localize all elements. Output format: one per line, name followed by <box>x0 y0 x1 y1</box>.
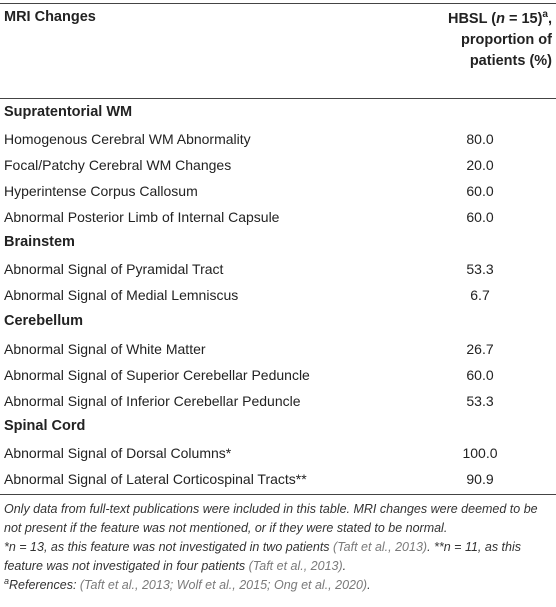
row-value: 53.3 <box>466 261 494 277</box>
reference-link[interactable]: (Taft et al., 2013) <box>333 540 428 554</box>
table-row <box>0 126 556 152</box>
footnote-references: $^a$References: (Taft et al., 2013; Wolf et al., 2015; Ong et al., 2020). <box>4 575 371 592</box>
row-label: Abnormal Signal of Superior Cerebellar Peduncle <box>4 367 310 383</box>
section-row <box>0 230 556 256</box>
top-rule <box>0 3 556 4</box>
row-value: 100.0 <box>462 445 498 461</box>
section-label: Brainstem <box>4 234 75 250</box>
table-footnotes <box>4 500 552 595</box>
section-label: Spinal Cord <box>4 418 86 434</box>
table-row <box>0 362 556 388</box>
table-row <box>0 152 556 178</box>
column-header-mri-changes: MRI Changes <box>4 9 96 25</box>
footnote-sample-size: *n = 13, as this feature was not investigated in two patients (Taft et al., 2013). **n = 11, as this feature was not investigated in four patients (Taft et al., 2013). <box>4 540 521 573</box>
row-value: 6.7 <box>470 287 490 303</box>
column-header-hbsl-line1: HBSL (n = 15)$^a$, <box>447 9 552 27</box>
column-header-hbsl-line3: patients (%) <box>469 53 552 69</box>
header-rule <box>0 98 556 99</box>
table-row <box>0 440 556 466</box>
row-value: 20.0 <box>466 157 494 173</box>
row-label: Abnormal Signal of Pyramidal Tract <box>4 261 224 277</box>
section-label: Cerebellum <box>4 313 83 329</box>
bottom-rule <box>0 494 556 495</box>
row-value: 60.0 <box>466 367 494 383</box>
footnote-general: Only data from full-text publications were included in this table. MRI changes were deemed to be not present if the feature was not mentioned, or if they were stated to be normal. <box>4 502 538 535</box>
table-row <box>0 282 556 308</box>
reference-link[interactable]: (Taft et al., 2013) <box>248 559 343 573</box>
table-row <box>0 204 556 230</box>
row-label: Abnormal Signal of Inferior Cerebellar Peduncle <box>4 393 301 409</box>
row-value: 60.0 <box>466 183 494 199</box>
row-label: Abnormal Signal of Lateral Corticospinal Tracts** <box>4 471 307 487</box>
row-value: 80.0 <box>466 131 494 147</box>
table-row <box>0 336 556 362</box>
column-header-hbsl <box>352 9 552 72</box>
row-value: 90.9 <box>466 471 494 487</box>
section-row <box>0 309 556 335</box>
row-label: Homogenous Cerebral WM Abnormality <box>4 131 251 147</box>
row-value: 60.0 <box>466 209 494 225</box>
row-label: Abnormal Posterior Limb of Internal Capsule <box>4 209 280 225</box>
table-row <box>0 388 556 414</box>
table-row <box>0 256 556 282</box>
table-row <box>0 466 556 492</box>
row-label: Abnormal Signal of Dorsal Columns* <box>4 445 232 461</box>
column-header-hbsl-line2: proportion of <box>460 32 552 48</box>
section-row <box>0 100 556 126</box>
row-label: Hyperintense Corpus Callosum <box>4 183 198 199</box>
row-label: Abnormal Signal of White Matter <box>4 341 206 357</box>
row-value: 53.3 <box>466 393 494 409</box>
row-label: Abnormal Signal of Medial Lemniscus <box>4 287 239 303</box>
section-label: Supratentorial WM <box>4 104 133 120</box>
reference-link[interactable]: (Taft et al., 2013; Wolf et al., 2015; Ong et al., 2020) <box>79 578 368 592</box>
table-row <box>0 178 556 204</box>
row-label: Focal/Patchy Cerebral WM Changes <box>4 157 232 173</box>
section-row <box>0 414 556 440</box>
row-value: 26.7 <box>466 341 494 357</box>
